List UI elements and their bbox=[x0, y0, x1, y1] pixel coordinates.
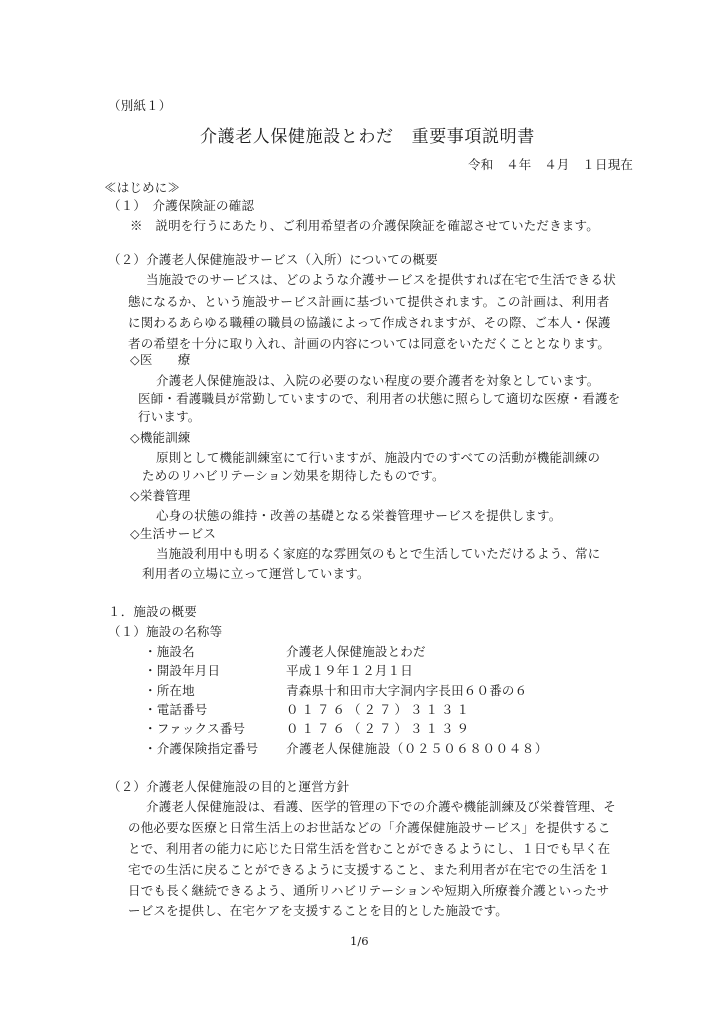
facility-info-label: ・電話番号 bbox=[144, 702, 208, 717]
nutrition-text: 心身の状態の維持・改善の基礎となる栄養管理サービスを提供します。 bbox=[156, 508, 562, 523]
section-1-heading: （１） 介護保険証の確認 bbox=[108, 198, 255, 213]
facility-info-value: 青森県十和田市大字洞内字長田６０番の６ bbox=[286, 683, 528, 698]
document-title bbox=[200, 126, 535, 148]
page-number: 1/6 bbox=[350, 934, 369, 948]
facility-info-label: ・介護保険指定番号 bbox=[144, 741, 259, 756]
medical-text-line: 医師・看護職員が常勤していますので、利用者の状態に照らして適切な医療・看護を bbox=[138, 391, 621, 406]
section-2-para-line: に関わるあらゆる職種の職員の協議によって作成されますが、その際、ご本人・保護 bbox=[128, 315, 611, 330]
nutrition-heading: ◇栄養管理 bbox=[130, 488, 191, 503]
facility-info-value: ０１７６（２７）３１３１ bbox=[286, 702, 473, 717]
section-2-para-line: 態になるか、という施設サービス計画に基づいて提供されます。この計画は、利用者 bbox=[128, 294, 610, 309]
facility-names-heading: （１）施設の名称等 bbox=[108, 624, 223, 639]
title-sub: 重要事項説明書 bbox=[411, 127, 535, 147]
life-service-text-line: 当施設利用中も明るく家庭的な雰囲気のもとで生活していただけるよう、常に bbox=[156, 546, 601, 561]
section-1-note: ※ 説明を行うにあたり、ご利用希望者の介護保険証を確認させていただきます。 bbox=[130, 218, 599, 233]
rehab-text-line: ためのリハビリテーション効果を期待したものです。 bbox=[142, 468, 445, 483]
purpose-para-line: 宅での生活に戻ることができるように支援すること、また利用者が在宅での生活を１ bbox=[128, 862, 611, 877]
facility-info-value: 介護老人保健施設（０２５０６８００４８） bbox=[286, 741, 549, 756]
rehab-heading: ◇機能訓練 bbox=[130, 430, 191, 445]
facility-overview-heading: １．施設の概要 bbox=[108, 604, 197, 619]
purpose-para-line: 日でも長く継続できるよう、通所リハビリテーションや短期入所療養介護といったサ bbox=[128, 883, 610, 898]
purpose-para-line: の他必要な医療と日常生活上のお世話などの「介護保健施設サービス」を提供するこ bbox=[128, 820, 611, 835]
purpose-heading: （２）介護老人保健施設の目的と運営方針 bbox=[108, 779, 350, 794]
rehab-text-line: 原則として機能訓練室にて行いますが、施設内でのすべての活動が機能訓練の bbox=[156, 450, 601, 465]
annex-label: （別紙１） bbox=[108, 98, 172, 113]
medical-heading: ◇医 療 bbox=[130, 352, 191, 367]
title-main: 介護老人保健施設とわだ bbox=[200, 127, 394, 147]
facility-info-label: ・所在地 bbox=[144, 683, 195, 698]
life-service-text-line: 利用者の立場に立って運営しています。 bbox=[142, 566, 370, 581]
facility-info-value: ０１７６（２７）３１３９ bbox=[286, 721, 473, 736]
facility-info-label: ・ファックス番号 bbox=[144, 721, 246, 736]
facility-info-label: ・施設名 bbox=[144, 644, 195, 659]
life-service-heading: ◇生活サービス bbox=[130, 526, 217, 541]
purpose-para-line: 介護老人保健施設は、看護、医学的管理の下での介護や機能訓練及び栄養管理、そ bbox=[146, 799, 616, 814]
date-line: 令和 ４年 ４月 １日現在 bbox=[468, 157, 634, 172]
medical-text-line: 介護老人保健施設は、入院の必要のない程度の要介護者を対象としています。 bbox=[156, 373, 600, 388]
section-2-para-line: 当施設でのサービスは、どのような介護サービスを提供すれば在宅で生活できる状 bbox=[146, 272, 616, 287]
intro-heading: ≪はじめに≫ bbox=[104, 180, 181, 195]
section-2-heading: （２）介護老人保健施設サービス（入所）についての概要 bbox=[108, 252, 438, 267]
section-2-para-line: 者の希望を十分に取り入れ、計画の内容については同意をいただくこととなります。 bbox=[128, 336, 611, 351]
facility-info-label: ・開設年月日 bbox=[144, 663, 221, 678]
purpose-para-line: とで、利用者の能力に応じた日常生活を営むことができるようにし、１日でも早く在 bbox=[128, 841, 611, 856]
facility-info-value: 平成１９年１２月１日 bbox=[286, 663, 414, 678]
facility-info-value: 介護老人保健施設とわだ bbox=[286, 644, 426, 659]
medical-text-line: 行います。 bbox=[138, 409, 201, 424]
purpose-para-line: ービスを提供し、在宅ケアを支援することを目的とした施設です。 bbox=[128, 903, 509, 918]
